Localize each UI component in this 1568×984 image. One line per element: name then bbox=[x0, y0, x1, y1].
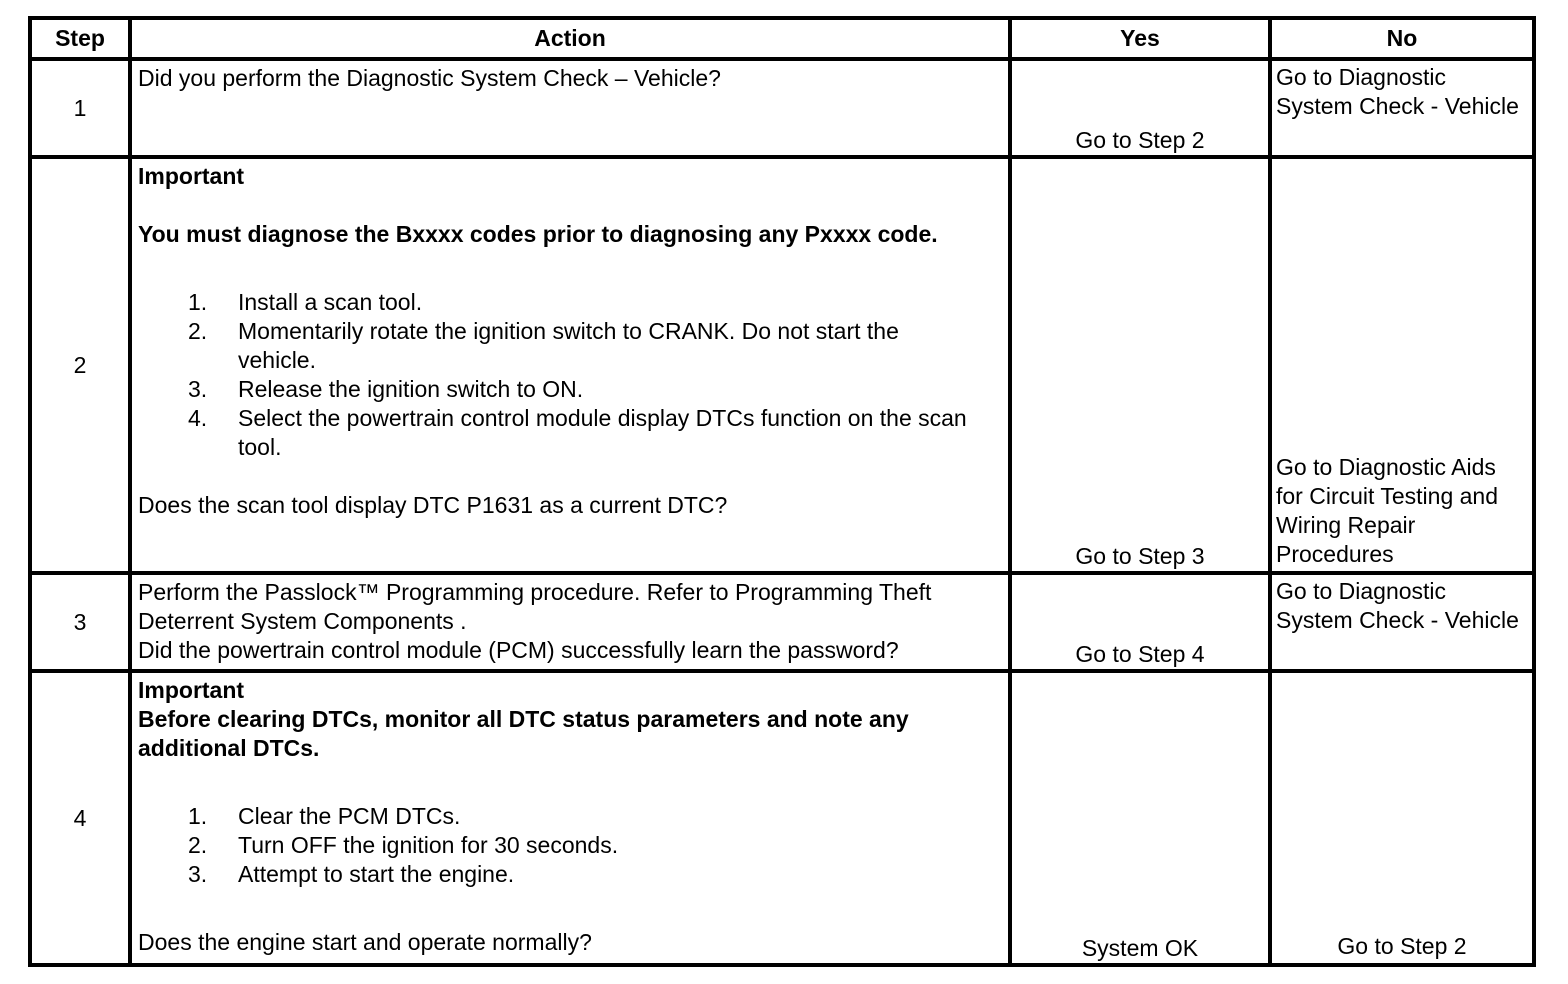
header-yes: Yes bbox=[1010, 18, 1270, 59]
action-cell bbox=[130, 671, 1010, 965]
important-label: Important bbox=[138, 163, 245, 189]
action-cell bbox=[130, 573, 1010, 671]
instruction-list bbox=[138, 288, 1002, 462]
action-cell bbox=[130, 59, 1010, 157]
important-label: Important bbox=[138, 677, 245, 703]
no-cell: Go to Diagnostic System Check - Vehicle bbox=[1270, 573, 1534, 671]
table-row bbox=[30, 59, 1534, 157]
diagnostic-table bbox=[28, 16, 1536, 967]
list-item: 1. Install a scan tool. bbox=[188, 289, 423, 315]
action-instruction: Perform the Passlock™ Programming procedure. Refer to Programming Theft Deterrent System Components . bbox=[138, 579, 932, 634]
step-number: 4 bbox=[30, 671, 130, 965]
header-step: Step bbox=[30, 18, 130, 59]
action-question: Does the engine start and operate normally? bbox=[138, 929, 592, 955]
list-item: 2. Momentarily rotate the ignition switch to CRANK. Do not start the vehicle. bbox=[188, 318, 899, 373]
header-no: No bbox=[1270, 18, 1534, 59]
table-row bbox=[30, 573, 1534, 671]
yes-cell: System OK bbox=[1010, 671, 1270, 965]
no-cell: Go to Step 2 bbox=[1270, 671, 1534, 965]
yes-cell: Go to Step 3 bbox=[1010, 157, 1270, 573]
action-cell bbox=[130, 157, 1010, 573]
header-row bbox=[30, 18, 1534, 59]
yes-cell: Go to Step 2 bbox=[1010, 59, 1270, 157]
no-cell: Go to Diagnostic Aids for Circuit Testing and Wiring Repair Procedures bbox=[1270, 157, 1534, 573]
important-text: You must diagnose the Bxxxx codes prior to diagnosing any Pxxxx code. bbox=[138, 221, 938, 247]
list-item: 4. Select the powertrain control module display DTCs function on the scan tool. bbox=[188, 405, 967, 460]
list-item: 3. Release the ignition switch to ON. bbox=[188, 376, 584, 402]
no-cell: Go to Diagnostic System Check - Vehicle bbox=[1270, 59, 1534, 157]
action-question: Did the powertrain control module (PCM) successfully learn the password? bbox=[138, 637, 899, 663]
important-text: Before clearing DTCs, monitor all DTC status parameters and note any additional DTCs. bbox=[138, 706, 909, 761]
list-item: 1. Clear the PCM DTCs. bbox=[188, 803, 461, 829]
yes-cell: Go to Step 4 bbox=[1010, 573, 1270, 671]
list-item: 3. Attempt to start the engine. bbox=[188, 861, 515, 887]
action-question: Does the scan tool display DTC P1631 as a current DTC? bbox=[138, 492, 728, 518]
step-number: 1 bbox=[30, 59, 130, 157]
table-row bbox=[30, 671, 1534, 965]
list-item: 2. Turn OFF the ignition for 30 seconds. bbox=[188, 832, 619, 858]
table-row bbox=[30, 157, 1534, 573]
instruction-list bbox=[138, 802, 1002, 889]
action-question: Did you perform the Diagnostic System Check – Vehicle? bbox=[138, 65, 721, 91]
step-number: 3 bbox=[30, 573, 130, 671]
header-action: Action bbox=[130, 18, 1010, 59]
step-number: 2 bbox=[30, 157, 130, 573]
